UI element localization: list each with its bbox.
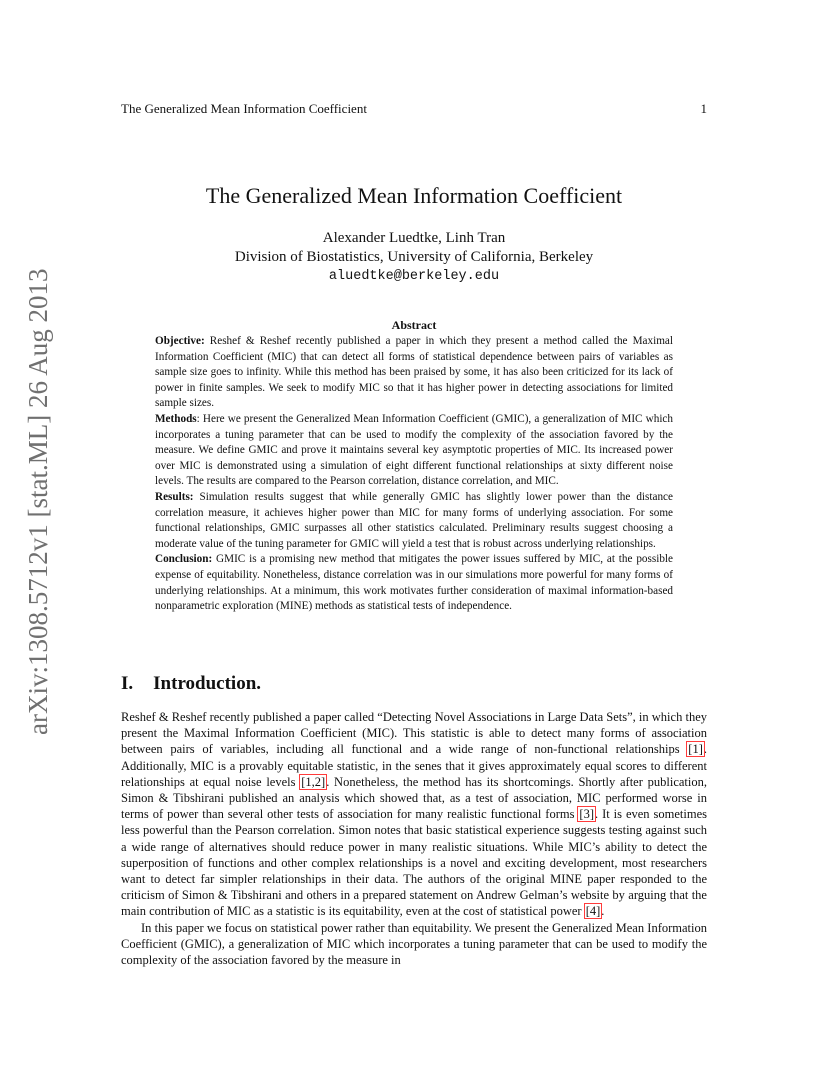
abstract-methods xyxy=(155,412,673,490)
citation-link-1[interactable]: [1] xyxy=(688,742,703,757)
abstract-lead: Methods xyxy=(155,412,197,425)
running-head-title: The Generalized Mean Information Coefficient xyxy=(121,101,367,116)
abstract-text: GMIC is a promising new method that mitigates the power issues suffered by MIC, at the possible expense of equitability. Nonetheless, distance correlation was in our simulations more powerful for many forms of underlying relationships. At a minimum, this work motivates further consideration of maximal information-based nonparametric exploration (MINE) methods as statistical tests of independence. xyxy=(155,553,673,613)
citation-link-1-2[interactable]: [1,2] xyxy=(301,774,326,789)
author-block xyxy=(121,229,707,286)
abstract-text: Simulation results suggest that while generally GMIC has slightly lower power than the distance correlation measure, it achieves higher power than MIC for many forms of underlying association. For some functional relationships, GMIC surpasses all other statistics calculated. Preliminary results suggest choosing a moderate value of the tuning parameter for GMIC will yield a test that is robust across underlying relationships. xyxy=(155,490,673,550)
abstract-lead: Conclusion: xyxy=(155,553,213,566)
intro-text: . Additionally, MIC is a provably equitable statistic, in the senes that it gives approximately equal scores to different relationships at equal noise levels xyxy=(121,742,707,789)
intro-paragraph-2: In this paper we focus on statistical power rather than equitability. We present the Generalized Mean Information Coefficient (GMIC), a generalization of MIC which incorporates a tuning parameter that can be used to modify the complexity of the association favored by the measure in xyxy=(121,920,707,968)
abstract-lead: Results: xyxy=(155,490,194,503)
abstract-conclusion xyxy=(155,552,673,614)
intro-paragraph-1 xyxy=(121,709,707,920)
abstract-body xyxy=(155,334,673,615)
intro-text: . It is even sometimes less powerful than the Pearson correlation. Simon notes that basic statistical experience suggests testing against such a wide range of alternatives should reduce power in many realistic situations. While MIC’s ability to detect the superposition of functions and other complex relationships is a novel and exciting development, most researchers want to detect far simpler relationships in their data. The authors of the original MINE paper responded to the criticism of Simon & Tibshirani and others in a prepared statement on Andrew Gelman’s website by arguing that the main contribution of MIC as a statistic is its equitability, even at the cost of statistical power xyxy=(121,807,707,919)
section-heading xyxy=(121,673,261,695)
abstract-lead: Objective: xyxy=(155,335,205,347)
section-title: Introduction. xyxy=(153,673,262,694)
author-names: Alexander Luedtke, Linh Tran xyxy=(322,230,506,246)
citation-link-4[interactable]: [4] xyxy=(585,904,601,919)
intro-text: . xyxy=(601,904,605,919)
page-number: 1 xyxy=(700,101,707,116)
intro-text: . Nonetheless, the method has its shortcomings. Shortly after publication, Simon & Tibshirani published an analysis which showed that, as a test of association, MIC performed worse in terms of power than several other tests of association for many realistic functional forms xyxy=(121,774,708,822)
paper-title: The Generalized Mean Information Coefficient xyxy=(205,183,623,208)
introduction-body xyxy=(121,709,707,968)
intro-text: Reshef & Reshef recently published a paper called “Detecting Novel Associations in Large Data Sets”, in which they present the Maximal Information Coefficient (MIC). This statistic is able to detect many forms of association between pairs of variables, including all functional and a wide range of non-functional relationships xyxy=(121,710,707,757)
abstract-text: Reshef & Reshef recently published a paper in which they present a method called the Maximal Information Coefficient (MIC) that can detect all forms of statistical dependence between pairs of variables as sample size goes to infinity. While this method has been praised by some, it has also been criticized for its lack of power in finite samples. We seek to modify MIC so that it has higher power in detecting associations for limited sample sizes. xyxy=(155,335,673,410)
arxiv-identifier: arXiv:1308.5712v1 [stat.ML] 26 Aug 2013 xyxy=(23,268,53,735)
abstract-objective xyxy=(155,334,673,412)
abstract-text: : Here we present the Generalized Mean Information Coefficient (GMIC), a generalization of MIC which incorporates a tuning parameter that can be used to modify the complexity of the association favored by the measure. We define GMIC and prove it maintains several key asymptotic properties of MIC. Its increased power over MIC is demonstrated using a simulation of eight different functional relationships at sixty different noise levels. The results are compared to the Pearson correlation, distance correlation, and MIC. xyxy=(155,412,673,488)
running-head xyxy=(121,101,707,117)
author-affiliation: Division of Biostatistics, University of California, Berkeley xyxy=(234,249,594,265)
abstract-results xyxy=(155,490,673,552)
abstract-heading: Abstract xyxy=(391,318,437,332)
section-number: I. xyxy=(121,673,134,694)
citation-link-3[interactable]: [3] xyxy=(579,807,594,822)
author-email: aluedtke@berkeley.edu xyxy=(328,269,500,284)
